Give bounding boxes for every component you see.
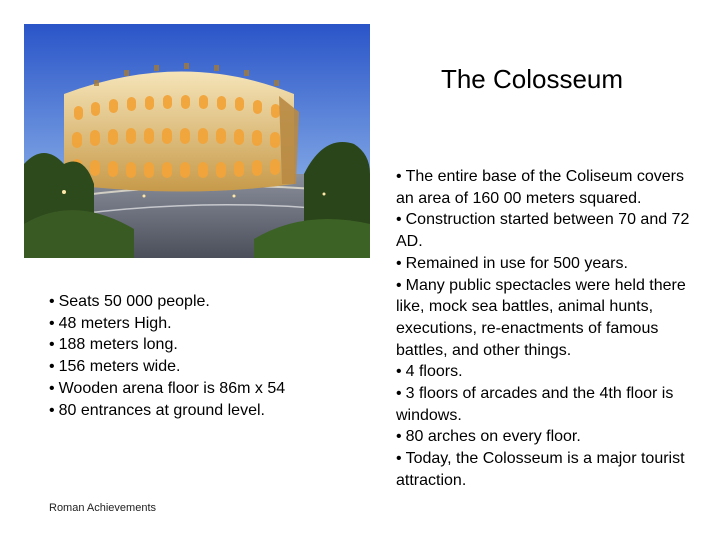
list-item: • 4 floors. [396, 363, 463, 381]
list-item: • Seats 50 000 people. [49, 293, 210, 310]
bullet-icon: • [49, 336, 55, 354]
bullet-icon: • [396, 254, 402, 272]
bullet-icon: • [396, 428, 402, 446]
list-item: • Wooden arena floor is 86m x 54 [49, 379, 286, 397]
bullet-icon: • [49, 401, 55, 419]
right-bullet-list [396, 166, 694, 492]
bullet-icon: • [396, 168, 402, 185]
list-item: • 48 meters High. [49, 314, 172, 332]
slide-title: The Colosseum [440, 64, 624, 94]
list-item: • Many public spectacles were held there like, mock sea battles, animal hunts, executions, re-enactments of famous battles, and other things. [396, 276, 686, 359]
list-item: • 3 floors of arcades and the 4th floor is windows. [396, 385, 674, 424]
list-item: • Construction started between 70 and 72 AD. [396, 211, 690, 251]
bullet-icon: • [49, 314, 55, 332]
footer-text: Roman Achievements [49, 502, 156, 514]
bullet-icon: • [49, 358, 55, 376]
bullet-icon: • [396, 385, 402, 403]
bullet-icon: • [396, 363, 402, 381]
list-item: • Today, the Colosseum is a major tourist attraction. [396, 450, 685, 489]
bullet-icon: • [396, 276, 402, 294]
list-item: • Remained in use for 500 years. [396, 254, 628, 272]
list-item: • 80 entrances at ground level. [49, 401, 265, 419]
bullet-icon: • [396, 211, 402, 229]
list-item: • The entire base of the Coliseum covers an area of 160 00 meters squared. [396, 168, 684, 207]
colosseum-photo [24, 24, 370, 258]
list-item: • 80 arches on every floor. [396, 428, 581, 446]
bullet-icon: • [396, 450, 402, 468]
left-bullet-list [49, 291, 349, 421]
bullet-icon: • [49, 293, 55, 310]
bullet-icon: • [49, 379, 55, 397]
list-item: • 156 meters wide. [49, 358, 181, 376]
list-item: • 188 meters long. [49, 336, 178, 354]
